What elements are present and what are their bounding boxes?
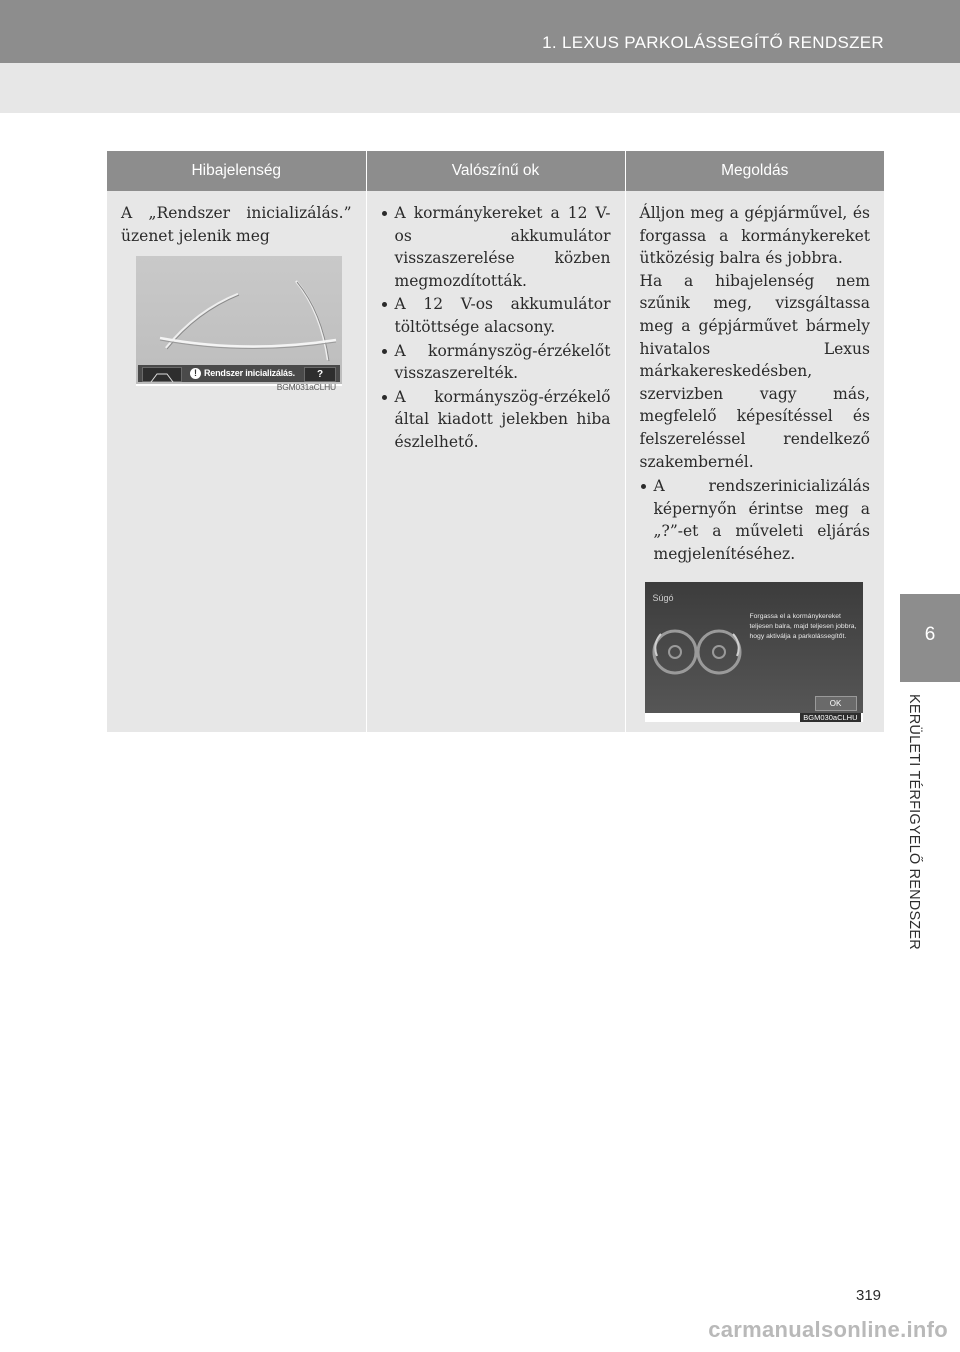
help-display xyxy=(645,582,863,713)
column-header-symptom: Hibajelenség xyxy=(107,151,366,191)
symptom-text: A „Rendszer inicializálás.” üzenet jelenik meg xyxy=(121,204,352,245)
chapter-title: KERÜLETI TÉRFIGYELŐ RENDSZER xyxy=(906,694,922,950)
init-screen-figure xyxy=(136,256,342,392)
guide-lines-graphic xyxy=(136,256,342,366)
list-item: A kormánykereket a 12 V-os akkumulátor visszaszerelése közben megmozdították. xyxy=(381,202,611,292)
parking-lines-icon xyxy=(143,371,181,384)
table-row xyxy=(107,191,884,732)
list-item: A 12 V-os akkumulátor töltöttsége alacsony. xyxy=(381,293,611,338)
watermark: carmanualsonline.info xyxy=(708,1317,948,1342)
help-instruction: Forgassa el a kormánykereket teljesen balra, majd teljesen jobbra, hogy aktiválja a parkolássegítőt. xyxy=(749,612,857,640)
column-header-solution: Megoldás xyxy=(625,151,884,191)
troubleshooting-table xyxy=(107,151,884,732)
info-icon: ! xyxy=(190,368,201,379)
section-title: 1. LEXUS PARKOLÁSSEGÍTŐ RENDSZER xyxy=(542,33,884,52)
solution-paragraph: Ha a hibajelenség nem szűnik meg, vizsgáltassa meg a gépjárművet bármely hivatalos Lexus márkakereskedésben, szervizben vagy más, megfelelő képesítéssel és felszereléssel rendelkező szakembernél. xyxy=(639,271,870,471)
column-header-cause: Valószínű ok xyxy=(366,151,625,191)
list-item: A rendszerinicializálás képernyőn érintse meg a „?”-et a műveleti eljárás megjelenítéséhez. xyxy=(640,475,871,565)
page-number: 319 xyxy=(856,1287,882,1304)
solution-list xyxy=(640,475,871,565)
status-message: Rendszer inicializálás. xyxy=(204,368,295,379)
chapter-tab[interactable] xyxy=(900,594,960,682)
list-item: A kormányszög-érzékelőt visszaszerelték. xyxy=(381,340,611,385)
header-bar xyxy=(0,0,960,63)
chapter-number: 6 xyxy=(924,624,936,645)
symptom-cell xyxy=(107,191,366,732)
header-subbar xyxy=(0,63,960,113)
help-screen-figure xyxy=(645,582,863,722)
figure-code: BGM031aCLHU xyxy=(276,381,336,392)
solution-paragraph: Álljon meg a gépjárművel, és forgassa a kormánykereket ütközésig balra és jobbra. xyxy=(639,204,870,268)
help-button[interactable]: ? xyxy=(304,367,336,382)
chapter-title-vertical xyxy=(898,694,938,1004)
figure-code: BGM030aCLHU xyxy=(800,713,860,722)
cause-list xyxy=(381,202,611,454)
camera-view-button[interactable] xyxy=(142,367,182,382)
ok-button[interactable]: OK xyxy=(815,696,857,711)
help-screen-title: Súgó xyxy=(652,592,674,603)
table-header-row xyxy=(107,151,884,191)
solution-cell xyxy=(625,191,884,732)
cause-cell xyxy=(366,191,625,732)
list-item: A kormányszög-érzékelő által kiadott jelekben hiba észlelhető. xyxy=(381,386,611,454)
steering-wheel-icon xyxy=(647,604,757,704)
